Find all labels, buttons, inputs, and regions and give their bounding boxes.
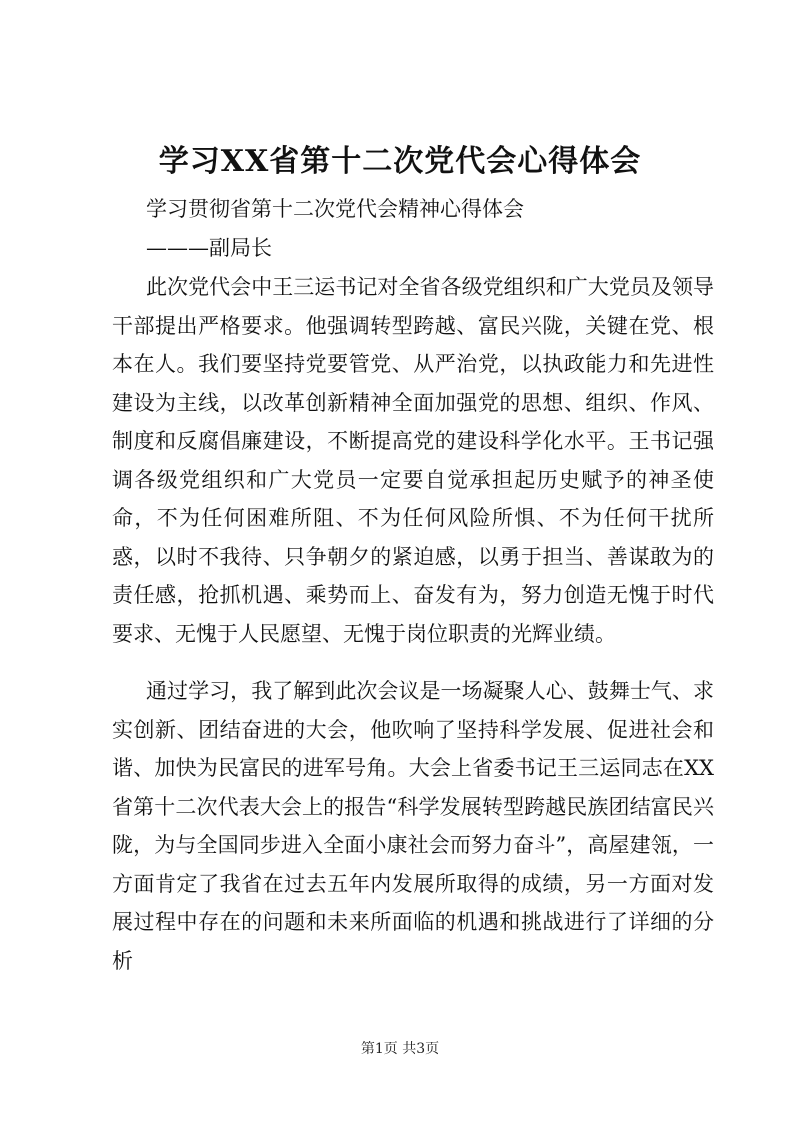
author-line: ———副局长 xyxy=(146,236,272,260)
paragraph-2: 通过学习，我了解到此次会议是一场凝聚人心、鼓舞士气、求实创新、团结奋进的大会，他吹响了坚持科学发展、促进社会和谐、加快为民富民的进军号角。大会上省委书记王三运同志在XX省第十二次代表大会上的报告“科学发展转型跨越民族团结富民兴陇，为与全国同步进入全面小康社会而努力奋斗”，高屋建瓴，一方面肯定了我省在过去五年内发展所取得的成绩，另一方面对发展过程中存在的问题和未来所面临的机遇和挑战进行了详细的分析 xyxy=(112,679,714,973)
page-number-footer: 第1页 共3页 xyxy=(360,1041,440,1057)
document-title: 学习XX省第十二次党代会心得体会 xyxy=(158,144,642,179)
document-subtitle: 学习贯彻省第十二次党代会精神心得体会 xyxy=(146,197,524,221)
paragraph-1: 此次党代会中王三运书记对全省各级党组织和广大党员及领导干部提出严格要求。他强调转型跨越、富民兴陇，关键在党、根本在人。我们要坚持党要管党、从严治党，以执政能力和先进性建设为主线，以改革创新精神全面加强党的思想、组织、作风、制度和反腐倡廉建设，不断提高党的建设科学化水平。王书记强调各级党组织和广大党员一定要自觉承担起历史赋予的神圣使命，不为任何困难所阻、不为任何风险所惧、不为任何干扰所惑，以时不我待、只争朝夕的紧迫感，以勇于担当、善谋敢为的责任感，抢抓机遇、乘势而上、奋发有为，努力创造无愧于时代要求、无愧于人民愿望、无愧于岗位职责的光辉业绩。 xyxy=(112,275,714,646)
